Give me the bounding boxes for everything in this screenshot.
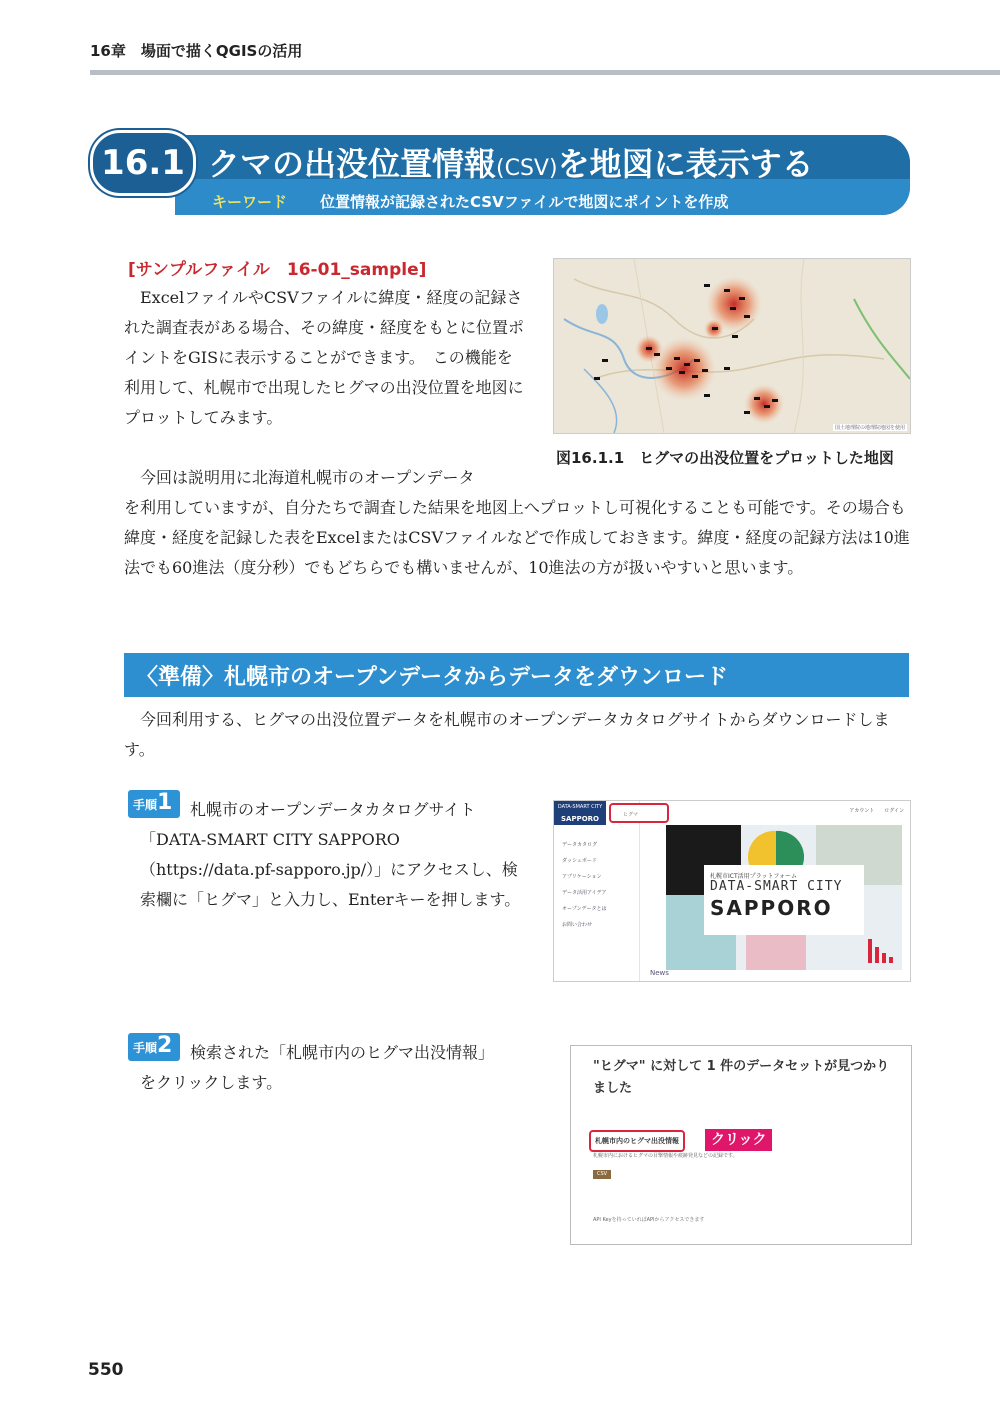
portal-menu-item: データ活用アイデア — [562, 890, 607, 896]
keyword-text: 位置情報が記録されたCSVファイルで地図にポイントを作成 — [320, 193, 729, 211]
sighting-point — [739, 297, 745, 300]
intro-paragraph-2-start: 今回は説明用に北海道札幌市のオープンデータ — [124, 468, 475, 487]
click-callout: クリック — [705, 1129, 772, 1151]
portal-logo-line2: SAPPORO — [560, 815, 599, 823]
prep-heading-bar — [124, 653, 909, 697]
step-1-text-first: 札幌市のオープンデータカタログサイト — [190, 800, 476, 819]
map-credit: 国土地理院の地理院地図を使用 — [834, 425, 905, 431]
hero-bar-chart — [866, 935, 896, 965]
sighting-point — [594, 377, 600, 380]
api-note: API Keyを持っていればAPIからアクセスできます — [593, 1217, 705, 1223]
figure-caption-text: ヒグマの出没位置をプロットした地図 — [639, 449, 894, 467]
sighting-point — [772, 399, 778, 402]
heat-cluster — [744, 384, 784, 424]
portal-menu-item: アプリケーション — [562, 874, 602, 880]
figure-caption — [556, 447, 894, 468]
sighting-point — [724, 289, 730, 292]
portal-sidebar — [554, 801, 640, 981]
sighting-point — [666, 367, 672, 370]
sighting-point — [646, 347, 652, 350]
step-label: 手順 — [133, 1041, 158, 1055]
keyword-label: キーワード — [212, 193, 288, 211]
bear-sightings-map — [553, 258, 911, 434]
portal-logo — [554, 801, 606, 825]
hero-title-line1: DATA-SMART CITY — [710, 879, 843, 894]
step-2-badge — [128, 1033, 180, 1061]
step-2-text-rest: をクリックします。 — [140, 1073, 283, 1092]
portal-account-links: アカウント ログイン — [849, 808, 904, 814]
portal-logo-line1: DATA-SMART CITY — [557, 804, 603, 810]
step-number: 1 — [157, 790, 173, 815]
hero-title-line2: SAPPORO — [710, 896, 833, 920]
hero-pie-chart — [748, 829, 804, 869]
portal-hero — [666, 825, 902, 970]
result-description: 札幌市内におけるヒグマの目撃情報や痕跡発見などの記録です。 — [593, 1153, 738, 1159]
sighting-point — [724, 367, 730, 370]
step-2-text-first: 検索された「札幌市内のヒグマ出没情報」 — [190, 1043, 495, 1062]
sighting-point — [702, 369, 708, 372]
sighting-point — [654, 353, 660, 356]
sighting-point — [704, 284, 710, 287]
intro-paragraph-2-rest: を利用していますが、自分たちで調査した結果を地図上へプロットし可視化することも可能です。その場合も緯度・経度を記録した表をExcelまたはCSVファイルなどで作成しておきます。緯度・経度の記録方法は10進法でも60進法（度分秒）でもどちらでも構いませんが、10進法の方が扱いやすいと思います。 — [124, 498, 910, 577]
hero-subtitle: 札幌市ICT活用プラットフォーム — [710, 873, 798, 880]
section-title — [208, 139, 814, 185]
result-heading: "ヒグマ" に対して 1 件のデータセットが見つかりました — [593, 1059, 890, 1096]
section-number-badge — [90, 130, 196, 196]
sample-file-label: [サンプルファイル 16-01_sample] — [128, 260, 427, 280]
sighting-point — [754, 397, 760, 400]
map-lake — [596, 304, 608, 324]
portal-menu-item: データカタログ — [562, 842, 598, 848]
step-label: 手順 — [133, 798, 158, 812]
portal-search-input: ヒグマ — [609, 803, 669, 823]
sighting-point — [744, 315, 750, 318]
sighting-point — [692, 375, 698, 378]
sighting-point — [679, 371, 685, 374]
step-1-text-rest: 「DATA-SMART CITY SAPPORO（https://data.pf-sapporo.jp/）」にアクセスし、検索欄に「ヒグマ」と入力し、Enterキーを押します。 — [140, 830, 521, 909]
data-smart-city-screenshot — [553, 800, 911, 982]
figure-caption-number: 図16.1.1 — [556, 449, 625, 467]
map-graphic — [554, 259, 910, 433]
section-number: 16.1 — [101, 143, 185, 183]
sighting-point — [684, 363, 690, 366]
sighting-point — [744, 411, 750, 414]
sighting-point — [602, 359, 608, 362]
section-title-end: を地図に表示する — [557, 145, 814, 183]
sighting-point — [764, 405, 770, 408]
sighting-point — [704, 394, 710, 397]
portal-menu-item: お問い合わせ — [562, 922, 593, 928]
sighting-point — [732, 335, 738, 338]
prep-paragraph: 今回利用する、ヒグマの出没位置データを札幌市のオープンデータカタログサイトからダウンロードします。 — [124, 710, 890, 759]
portal-menu-item: オープンデータとは — [562, 906, 607, 912]
portal-news-label: News — [650, 969, 669, 977]
intro-paragraph-1: ExcelファイルやCSVファイルに緯度・経度の記録された調査表がある場合、その緯度・経度をもとに位置ポイントをGISに表示することができます。 この機能を利用して、札幌市で出現したヒグマの出没位置を地図にプロットしてみます。 — [124, 288, 525, 427]
step-number: 2 — [157, 1033, 173, 1058]
header-rule — [90, 70, 1000, 75]
hero-title-card — [704, 865, 864, 935]
sighting-point — [694, 359, 700, 362]
section-title-paren: (CSV) — [496, 156, 558, 181]
portal-menu-item: ダッシュボード — [562, 858, 597, 864]
sighting-point — [674, 357, 680, 360]
search-result-screenshot — [570, 1045, 912, 1245]
section-title-main: クマの出没位置情報 — [208, 145, 497, 183]
result-dataset-link: 札幌市内のヒグマ出没情報 — [589, 1130, 685, 1152]
sighting-point — [712, 327, 718, 330]
chapter-header: 16章 場面で描くQGISの活用 — [90, 42, 303, 60]
page-number: 550 — [88, 1360, 124, 1380]
format-badge: CSV — [593, 1170, 611, 1179]
sighting-point — [730, 307, 736, 310]
step-1-badge — [128, 790, 180, 818]
prep-heading: 〈準備〉札幌市のオープンデータからデータをダウンロード — [136, 665, 729, 690]
